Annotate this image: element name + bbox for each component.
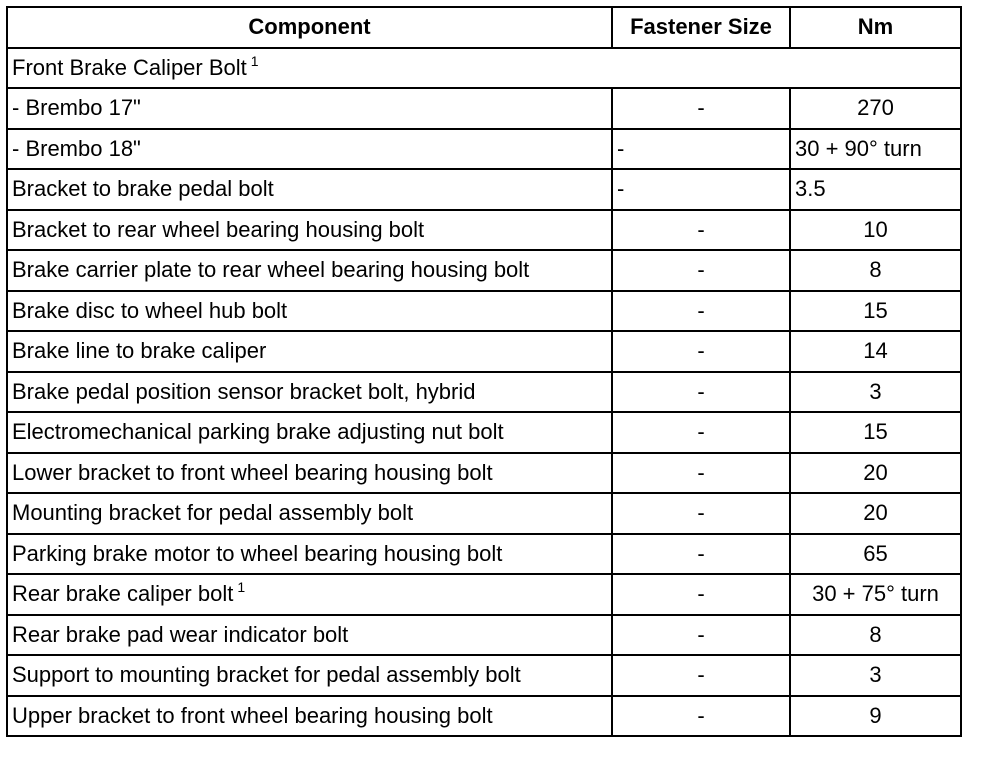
component-name: Brake line to brake caliper	[12, 338, 267, 364]
torque-value-cell: 3	[790, 372, 961, 413]
torque-value-cell: 20	[790, 453, 961, 494]
component-name: Brake pedal position sensor bracket bolt, hybrid	[12, 378, 476, 404]
component-cell	[7, 615, 612, 656]
torque-value-cell: 3	[790, 655, 961, 696]
component-cell	[7, 88, 612, 129]
table-row	[7, 372, 961, 413]
table-header-row	[7, 7, 961, 48]
component-name: Bracket to brake pedal bolt	[12, 176, 274, 202]
footnote-marker: 1	[250, 52, 259, 69]
component-cell	[7, 291, 612, 332]
component-cell	[7, 169, 612, 210]
component-name: Upper bracket to front wheel bearing housing bolt	[12, 702, 493, 728]
component-name: Mounting bracket for pedal assembly bolt	[12, 500, 414, 526]
component-name: Rear brake caliper bolt	[12, 581, 234, 607]
table-row	[7, 88, 961, 129]
fastener-size-cell: -	[612, 453, 790, 494]
component-cell	[7, 655, 612, 696]
fastener-size-cell: -	[612, 291, 790, 332]
fastener-size-cell: -	[612, 696, 790, 737]
component-cell	[7, 574, 612, 615]
table-body	[7, 48, 961, 737]
torque-value-cell: 8	[790, 250, 961, 291]
column-header-nm: Nm	[790, 7, 961, 48]
section-label-cell	[7, 48, 961, 89]
component-cell	[7, 250, 612, 291]
component-name: Bracket to rear wheel bearing housing bolt	[12, 216, 425, 242]
fastener-size-cell: -	[612, 534, 790, 575]
torque-value-cell: 270	[790, 88, 961, 129]
table-row	[7, 696, 961, 737]
footnote-marker: 1	[237, 579, 246, 596]
torque-value-cell: 10	[790, 210, 961, 251]
torque-value-cell: 65	[790, 534, 961, 575]
fastener-size-cell: -	[612, 250, 790, 291]
component-cell	[7, 412, 612, 453]
fastener-size-cell: -	[612, 372, 790, 413]
fastener-size-cell: -	[612, 210, 790, 251]
component-name: - Brembo 17"	[12, 95, 141, 121]
component-cell	[7, 534, 612, 575]
fastener-size-cell: -	[612, 493, 790, 534]
torque-value-cell: 9	[790, 696, 961, 737]
torque-value-cell: 30 + 90° turn	[790, 129, 961, 170]
component-cell	[7, 372, 612, 413]
fastener-size-cell: -	[612, 412, 790, 453]
torque-value-cell: 3.5	[790, 169, 961, 210]
torque-value-cell: 8	[790, 615, 961, 656]
column-header-fastener-size: Fastener Size	[612, 7, 790, 48]
component-name: Rear brake pad wear indicator bolt	[12, 621, 349, 647]
fastener-size-cell: -	[612, 169, 790, 210]
torque-spec-table	[6, 6, 962, 737]
component-name: Lower bracket to front wheel bearing housing bolt	[12, 459, 493, 485]
torque-value-cell: 15	[790, 291, 961, 332]
table-row	[7, 534, 961, 575]
table-row	[7, 412, 961, 453]
component-cell	[7, 129, 612, 170]
component-cell	[7, 210, 612, 251]
table-row	[7, 493, 961, 534]
component-cell	[7, 493, 612, 534]
torque-value-cell: 14	[790, 331, 961, 372]
section-label: Front Brake Caliper Bolt	[12, 54, 247, 80]
component-name: - Brembo 18"	[12, 135, 141, 161]
table-row	[7, 291, 961, 332]
component-name: Electromechanical parking brake adjusting nut bolt	[12, 419, 504, 445]
component-cell	[7, 696, 612, 737]
fastener-size-cell: -	[612, 129, 790, 170]
table-row	[7, 615, 961, 656]
column-header-component: Component	[7, 7, 612, 48]
component-name: Brake carrier plate to rear wheel bearing housing bolt	[12, 257, 530, 283]
table-row	[7, 250, 961, 291]
torque-value-cell: 15	[790, 412, 961, 453]
table-row	[7, 129, 961, 170]
torque-value-cell: 30 + 75° turn	[790, 574, 961, 615]
table-row	[7, 453, 961, 494]
component-cell	[7, 331, 612, 372]
table-row	[7, 574, 961, 615]
fastener-size-cell: -	[612, 574, 790, 615]
table-row	[7, 169, 961, 210]
fastener-size-cell: -	[612, 331, 790, 372]
fastener-size-cell: -	[612, 615, 790, 656]
component-name: Support to mounting bracket for pedal assembly bolt	[12, 662, 521, 688]
table-row	[7, 331, 961, 372]
table-row	[7, 655, 961, 696]
component-name: Parking brake motor to wheel bearing housing bolt	[12, 540, 503, 566]
table-row	[7, 210, 961, 251]
component-cell	[7, 453, 612, 494]
torque-value-cell: 20	[790, 493, 961, 534]
fastener-size-cell: -	[612, 88, 790, 129]
component-name: Brake disc to wheel hub bolt	[12, 297, 288, 323]
fastener-size-cell: -	[612, 655, 790, 696]
section-row	[7, 48, 961, 89]
